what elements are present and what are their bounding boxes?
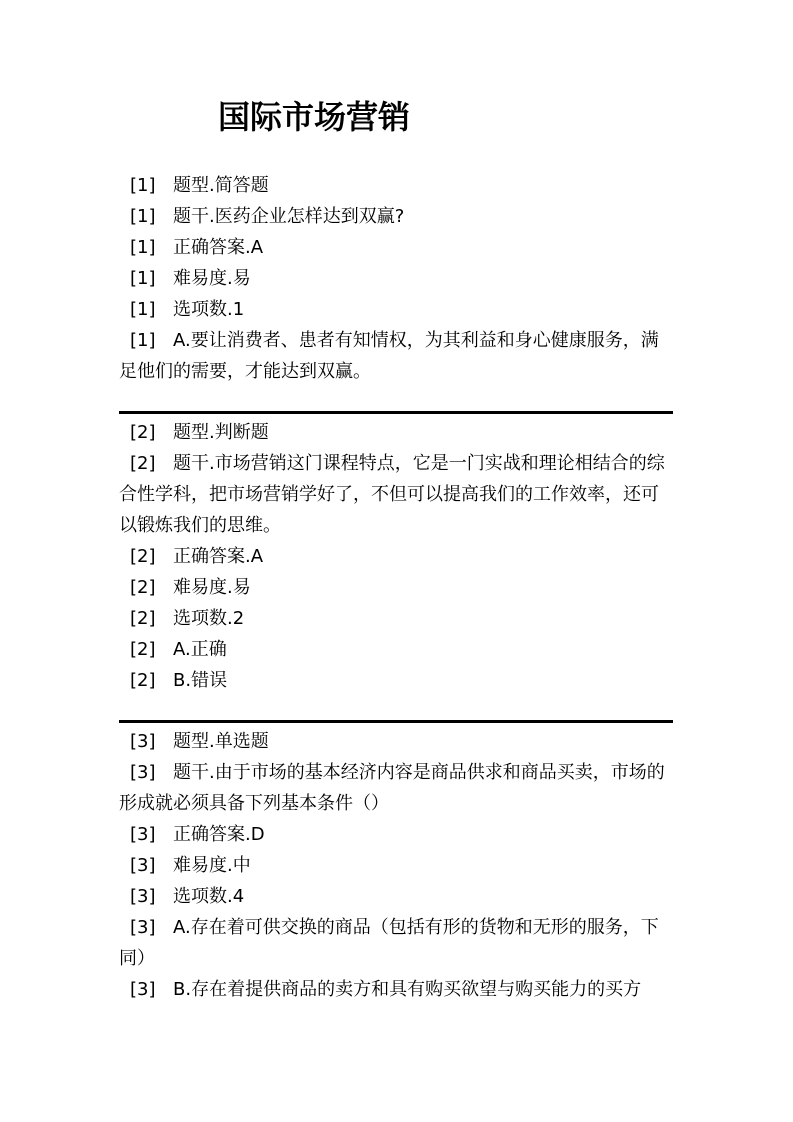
q2-stem: 题干.市场营销这门课程特点，它是一门实战和理论相结合的综: [173, 453, 665, 474]
q3-number: [3]: [130, 731, 156, 752]
question-2: [119, 417, 679, 696]
q3-number: [3]: [130, 855, 156, 876]
q1-number: [1]: [130, 206, 156, 227]
document-title: 国际市场营销: [218, 98, 411, 136]
q2-number: [2]: [130, 639, 156, 660]
q2-optcount: 选项数.2: [173, 608, 245, 629]
q3-difficulty: 难易度.中: [173, 855, 251, 876]
q3-number: [3]: [130, 824, 156, 845]
q2-difficulty: 难易度.易: [173, 577, 251, 598]
q2-number: [2]: [130, 453, 156, 474]
q3-answer: 正确答案.D: [173, 824, 265, 845]
q3-type: 题型.单选题: [173, 731, 269, 752]
question-1: [119, 170, 679, 387]
q1-difficulty: 难易度.易: [173, 268, 251, 289]
q3-number: [3]: [130, 762, 156, 783]
q1-option-a-cont: 足他们的需要，才能达到双赢。: [119, 361, 371, 382]
q3-stem: 题干.由于市场的基本经济内容是商品供求和商品买卖，市场的: [173, 762, 665, 783]
q3-option-a-cont: 同）: [119, 948, 155, 969]
q1-answer-line: [119, 232, 679, 263]
q2-number: [2]: [130, 608, 156, 629]
q2-number: [2]: [130, 670, 156, 691]
q3-difficulty-line: [119, 850, 679, 881]
q1-number: [1]: [130, 237, 156, 258]
q3-optcount-line: [119, 881, 679, 912]
q3-option-a: A.存在着可供交换的商品（包括有形的货物和无形的服务，下: [173, 917, 659, 938]
q1-number: [1]: [130, 299, 156, 320]
q2-stem-line: [119, 448, 679, 479]
q1-number: [1]: [130, 330, 156, 351]
q1-optcount-line: [119, 294, 679, 325]
q2-option-a-line: [119, 634, 679, 665]
q3-stem-line: [119, 757, 679, 788]
q2-stem-cont-1: 合性学科，把市场营销学好了，不但可以提高我们的工作效率，还可: [119, 484, 659, 505]
q1-option-a: A.要让消费者、患者有知情权，为其利益和身心健康服务，满: [173, 330, 659, 351]
q3-optcount: 选项数.4: [173, 886, 245, 907]
q1-stem-line: [119, 201, 679, 232]
q2-option-b: B.错误: [173, 670, 228, 691]
q3-option-a-line: [119, 912, 679, 943]
q1-optcount: 选项数.1: [173, 299, 245, 320]
q1-option-a-line: [119, 325, 679, 356]
q2-optcount-line: [119, 603, 679, 634]
q2-number: [2]: [130, 546, 156, 567]
q3-option-b: B.存在着提供商品的卖方和具有购买欲望与购买能力的买方: [173, 979, 642, 1000]
q2-stem-cont-2: 以锻炼我们的思维。: [119, 515, 281, 536]
q2-option-a: A.正确: [173, 639, 227, 660]
q3-number: [3]: [130, 886, 156, 907]
question-3: [119, 726, 679, 1005]
q3-number: [3]: [130, 979, 156, 1000]
q3-option-b-line: [119, 974, 679, 1005]
q1-answer: 正确答案.A: [173, 237, 264, 258]
q1-number: [1]: [130, 175, 156, 196]
q3-type-line: [119, 726, 679, 757]
q2-answer-line: [119, 541, 679, 572]
q2-number: [2]: [130, 577, 156, 598]
question-list: [119, 170, 679, 1005]
q1-stem: 题干.医药企业怎样达到双赢?: [173, 206, 405, 227]
q1-type-line: [119, 170, 679, 201]
q2-difficulty-line: [119, 572, 679, 603]
q2-type-line: [119, 417, 679, 448]
q1-difficulty-line: [119, 263, 679, 294]
q3-number: [3]: [130, 917, 156, 938]
q2-type: 题型.判断题: [173, 422, 269, 443]
q1-number: [1]: [130, 268, 156, 289]
q2-answer: 正确答案.A: [173, 546, 264, 567]
q1-type: 题型.简答题: [173, 175, 269, 196]
q3-stem-cont: 形成就必须具备下列基本条件（）: [119, 793, 389, 814]
q2-option-b-line: [119, 665, 679, 696]
q3-answer-line: [119, 819, 679, 850]
q2-number: [2]: [130, 422, 156, 443]
